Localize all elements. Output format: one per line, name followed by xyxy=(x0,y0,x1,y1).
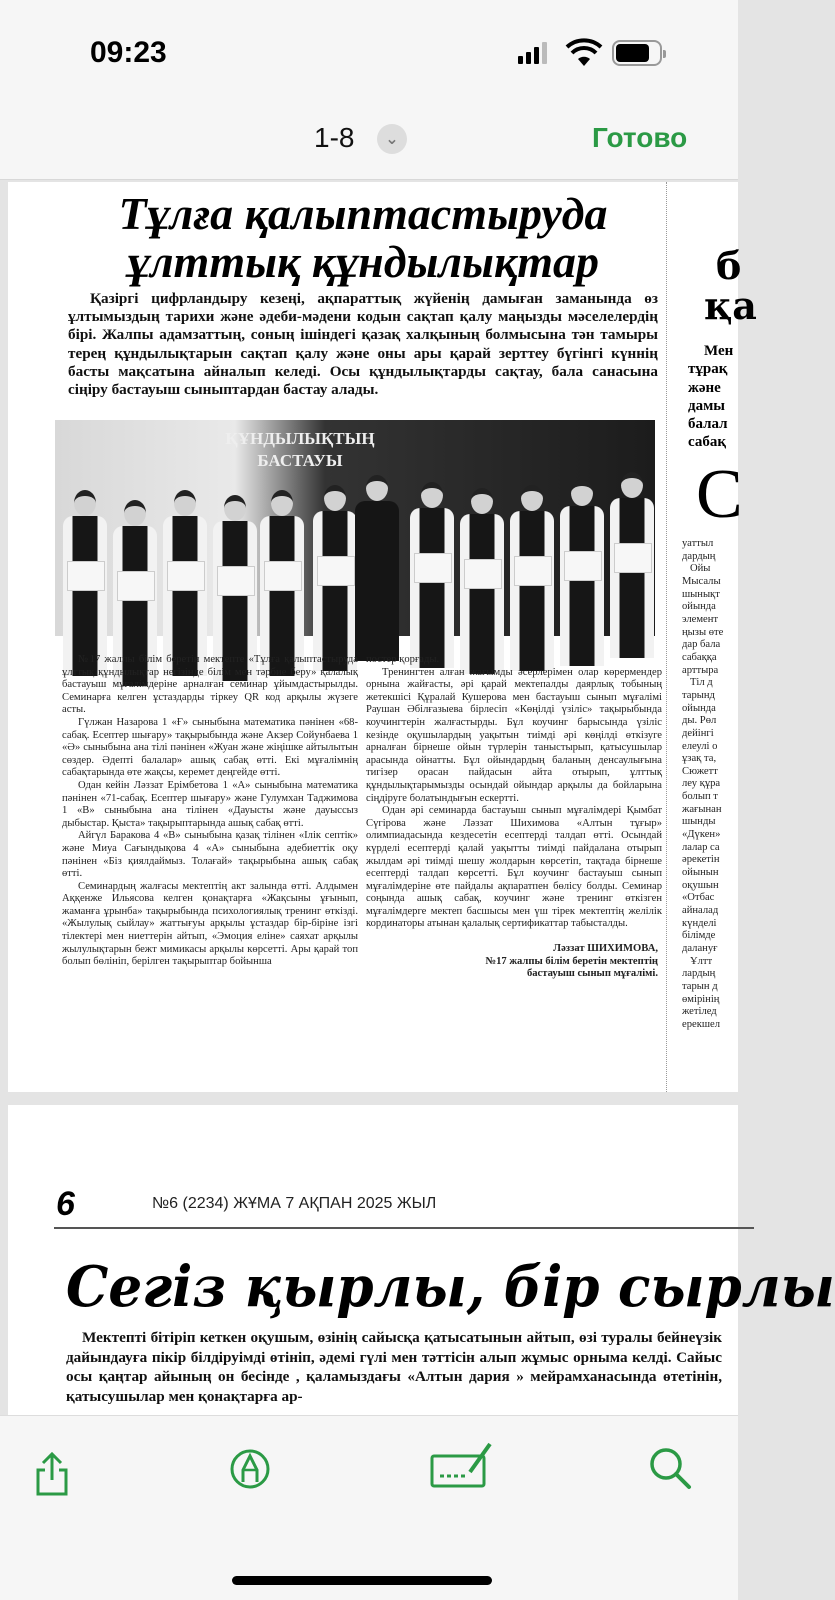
text-line: ойынын xyxy=(682,867,719,879)
photo-person xyxy=(560,480,604,636)
paragraph: Гүлжан Назарова 1 «Ғ» сыныбына математика пәнінен «68-сабақ. Есептер шығару» тақырыбында және Акзер Сойунбаева 1 «Ә» сыныбына ана тілі пәнінен «Жуан және жіңішке айтылытын сөздер. Әдепті балалар» ашық сабақ өтті. Екі мұғалімнің сабақтарында өте жақсы, керемет деңгейде өтті. xyxy=(62,716,358,779)
text-line: әрекетін xyxy=(682,854,720,866)
text-line: леу құра xyxy=(682,778,721,790)
text-line: уаттыл xyxy=(682,538,714,549)
adjacent-lead xyxy=(688,342,733,452)
text-line: оқушын xyxy=(682,879,719,891)
text-line: Ұлтт xyxy=(682,955,713,967)
text-line: лалар са xyxy=(682,841,720,853)
bottom-toolbar xyxy=(0,1415,738,1600)
text-line: шынды xyxy=(682,816,716,828)
top-bar xyxy=(0,0,738,180)
photo-person xyxy=(213,495,257,636)
text-line: ды. Рөл xyxy=(682,715,717,727)
text-line: далануғ xyxy=(682,943,718,954)
title-line: қа xyxy=(704,283,757,328)
paragraph: Айгүл Баракова 4 «В» сыныбына қазақ тілінен «Ілік септік» және Миуа Сағындықова 4 «А» сыныбына әдебиеттік оқу пәнінен «Біз қиялдаймыз. Толағай» тақырыбына ашық сабақ өтті. xyxy=(62,830,358,880)
page-number: 6 xyxy=(56,1185,75,1223)
markup-icon[interactable] xyxy=(229,1448,271,1490)
signature-line: №17 жалпы білім беретін мектептің xyxy=(485,955,658,967)
wifi-icon xyxy=(566,40,602,68)
article-title: Сегіз қырлы, бір сырлы xyxy=(66,1254,835,1320)
title-line: б xyxy=(716,243,742,288)
lead-line: және xyxy=(688,379,721,396)
text-line: Тіл д xyxy=(682,677,713,689)
author-signature xyxy=(366,943,662,981)
article-photo xyxy=(55,420,655,636)
text-line: тарынд xyxy=(682,689,715,701)
masthead: №6 (2234) ЖҰМА 7 АҚПАН 2025 ЖЫЛ xyxy=(152,1195,437,1212)
text-line: күнделі xyxy=(682,917,717,929)
battery-icon xyxy=(612,40,662,66)
adjacent-text xyxy=(682,538,723,1032)
text-line: дардың xyxy=(682,550,716,562)
text-line: «Отбас xyxy=(682,892,715,904)
paragraph: Одан әрі семинарда бастауыш сынып мұғалімдері Қымбат Сүгірова және Ләззат Шихимова «Алтын тұғыр» олимпиадасында кездесетін есептерді талдап өтті. Осындай күрделі есептерді қалай уақытты тиімді пайдалана отырып жылдам әрі тиімді шешу жолдарын көрсетіп, тақтада бірнеше есептерді талдап көрсетті. Бұл коучинг бастауыш сынып мұғалімдеріне өте пайдалы ақпаратпен бөлісу болды. Семинар соңында ашық сабақ, коучинг және тренинг өткізген мұғалімдерге мектеп басшысы мен үш тірек мектептің желілік кординаторы атынан қалалық сертификаттар табысталды. xyxy=(366,805,662,930)
lead-line: Мен xyxy=(704,343,734,359)
text-line: Ойы xyxy=(682,563,711,575)
paragraph: Одан кейін Ләззат Ерімбетова 1 «А» сыныбына математика пәнінен «71-сабақ. Есептер шығару» және Гулумхан Таджимова 1 «В» сыныбына ана тілінен «Дауысты және дауыссыз дыбыстар. Қыста» тақырыптарында ашық сабақ өтті. xyxy=(62,779,358,829)
banner-line: ҚҰНДЫЛЫҚТЫҢ xyxy=(225,429,375,448)
paragraph: №17 жалпы білім беретін мектепте «Тұлға қалыптастыруда ұлттық құндылықтар негізінде білім мен тәрбие беру» қалалық бастауыш мұғалімдеріне арналған семинар ұйымдастырылды. Семинарға келген ұстаздарды тіркеу QR код арқылы жүзеге асты. xyxy=(62,654,358,716)
text-line: ңызы өте xyxy=(682,626,724,638)
article-title xyxy=(58,190,668,286)
done-button[interactable]: Готово xyxy=(592,122,688,153)
lead-line: тұрақ xyxy=(688,361,728,378)
masthead-rule xyxy=(54,1227,754,1229)
drop-cap: С xyxy=(696,456,743,533)
text-line: жетілед xyxy=(682,1006,717,1018)
text-line: ұзақ та, xyxy=(682,753,717,765)
status-time: 09:23 xyxy=(90,36,167,69)
photo-person xyxy=(113,500,157,636)
chevron-down-icon[interactable]: ⌄ xyxy=(377,124,407,154)
photo-person xyxy=(610,472,654,636)
title-line: Тұлға қалыптастыруда xyxy=(118,188,608,239)
paragraph: постер қорғады. xyxy=(366,654,440,665)
photo-person xyxy=(355,475,399,636)
text-line: сабаққа xyxy=(682,651,717,663)
lead-line: дамы xyxy=(688,397,726,414)
signature-line: бастауыш сынып мұғалімі. xyxy=(526,968,658,980)
photo-person xyxy=(410,482,454,636)
page-range[interactable]: 1-8 xyxy=(314,122,355,153)
photo-person xyxy=(163,490,207,636)
text-line: жағынан xyxy=(682,803,722,815)
text-line: Сюжетт xyxy=(682,765,718,777)
text-line: болып т xyxy=(682,791,718,803)
lead-line: балал xyxy=(688,416,728,433)
text-line: арттыра xyxy=(682,664,719,676)
lead-line: сабақ xyxy=(688,434,726,451)
text-line: тарын д xyxy=(682,980,718,992)
photo-banner xyxy=(225,428,375,472)
photo-person xyxy=(63,490,107,636)
article-body xyxy=(62,654,662,981)
photo-person xyxy=(460,488,504,636)
text-line: лардың xyxy=(682,968,716,980)
text-line: шынықт xyxy=(682,588,720,600)
home-indicator[interactable] xyxy=(232,1576,492,1585)
text-line: Мысалы xyxy=(682,575,721,587)
title-line: ұлттық құндылықтар xyxy=(126,236,600,287)
article-lead: Қазіргі цифрландыру кезеңі, ақпараттық жүйенің дамыған заманында өз ұлтымыздың тарихи және әдеби-мәдени кодын сақтап қалу маңызды мәселелердің бірі. Жалпы адамзаттың, соның ішіндегі қазақ халқының болмысына тән тамыры терең құндылықтарын сақтап қалу және оны ары қарай зерттеу бүгінгі күннің басты мақсатына айналып келеді. Осы құндылықтарды сақтау, бала санасына сіңіру бастауыш сыныптардан бастау алады. xyxy=(68,290,658,399)
column-2 xyxy=(366,654,662,981)
text-line: өмірінің xyxy=(682,993,720,1005)
text-line: ойында xyxy=(682,601,716,613)
text-line: дейінгі xyxy=(682,727,714,739)
text-line: айналад xyxy=(682,905,719,917)
text-line: елеулі о xyxy=(682,740,718,752)
cellular-signal-icon xyxy=(518,42,547,64)
document-page-2 xyxy=(8,1105,835,1415)
text-line: дар бала xyxy=(682,639,721,651)
photo-person xyxy=(313,485,357,636)
adjacent-article-fragment xyxy=(672,182,757,1092)
search-icon[interactable] xyxy=(648,1446,692,1490)
text-line: білімде xyxy=(682,930,716,942)
text-line: «Дүкен» xyxy=(682,829,721,841)
article-lead: Мектепті бітіріп кеткен оқушым, өзінің сайысқа қатысатынын айтып, өзі туралы бейнеүзік дайындауға пікір білдіруімді өтініп, әдемі гүлі мен тәттісін алып жұмыс орныма келді. Сайыс осы қаңтар айының он бесінде , қаламыздағы «Алтын дария » мейрамханасында өтетінін, қатысушылар мен қонақтарға ар- xyxy=(66,1329,722,1405)
signature-icon[interactable] xyxy=(430,1440,494,1490)
photo-person xyxy=(260,490,304,636)
document-page-1 xyxy=(8,182,757,1092)
banner-line: БАСТАУЫ xyxy=(257,451,343,470)
photo-person xyxy=(510,485,554,636)
share-icon[interactable] xyxy=(34,1452,70,1496)
column-divider xyxy=(666,182,667,1092)
text-line: ойында xyxy=(682,702,716,714)
adjacent-title xyxy=(704,243,757,328)
column-1 xyxy=(62,654,358,981)
paragraph: Семинардың жалғасы мектептің акт залында өтті. Алдымен Аққенже Ильясова келген қонақтарға «Жақсыны ұғынып, жаманға ұрынба» тақырыбында психологиялық тренинг өткізді. «Жылулық сыйлау» жаттығуы арқылы ұстаздар бір-біріне ізгі тілектері мен ниеттерін айтып, «Эмоция еліне» саяхат арқылы жылулықтарын бежт мимикасы арқылы көрсетті. Ары қарай топ болып бөлініп, берілген тақырыптар бойынша xyxy=(62,880,358,968)
signature-line: Ләззат ШИХИМОВА, xyxy=(553,943,658,955)
text-line: ерекшел xyxy=(682,1018,720,1030)
text-line: элемент xyxy=(682,613,719,625)
paragraph: Тренингтен алған жағымды әсерлерімен олар көрермендер орнына жайғасты, әрі қарай мектепалды даярлық тобының жетекшісі Құралай Кушерова мен бастауыш сынып мұғалімі Раушан Әбілғазыева бірлесіп «Көңілді үзіліс» тақырыбында коучингтерін жалғастырды. Бұл коучинг барысында үзіліс кезінде оқушылардың уақытын тиімді әрі көңілді өткізуге арналған бірнеше ойын түрлерін таныстырып, қатысушылар арасында ойнатты. Бұл ойындардың баланың денсаулығына тигізер орасан пайдасын айта отырып, ұлттық құндылықтарымызды осындай ойындар арқылы да бойларына сіңдіруге болатындығын ескертті. xyxy=(366,666,662,804)
